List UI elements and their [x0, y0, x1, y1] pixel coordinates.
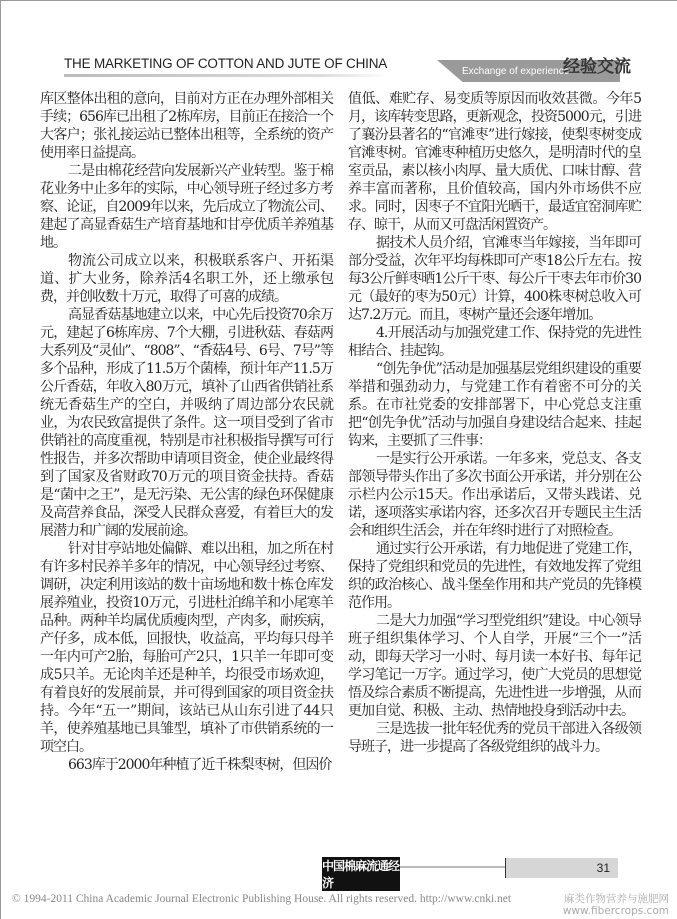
paragraph: 一是实行公开承诺。一年多来，党总支、各支部领导带头作出了多次书面公开承诺，并分别在公示栏内公示15天。作出承诺后，又带头践诺、兑诺，逐项落实承诺内容，还多次召开专题民主生活会和组织生活会，并在年终时进行了对照检查。: [348, 451, 641, 539]
paragraph: “创先争优”活动是加强基层党组织建设的重要举措和强劲动力，与党建工作有着密不可分的关系。在市社党委的安排部署下，中心党总支注重把“创先争优”活动与加强自身建设结合起来、挂起钩来，主要抓了三件事：: [348, 361, 641, 449]
header-underline: [64, 74, 389, 77]
paragraph: 三是选拔一批年轻优秀的党员干部进入各级领导班子，进一步提高了各级党组织的战斗力。: [348, 721, 641, 755]
journal-logo: 中国棉麻流通经济: [322, 859, 400, 890]
copyright-notice: © 1994-2011 China Academic Journal Electronic Publishing House. All rights reserved. http://www.cnki.net: [12, 893, 512, 905]
watermark-url: www.fibercrops.com: [562, 905, 669, 917]
paragraph: 通过实行公开承诺，有力地促进了党建工作，保持了党组织和党员的先进性，有效地发挥了党组织的政治核心、战斗堡垒作用和共产党员的先锋模范作用。: [348, 541, 641, 611]
footer-rule: [400, 866, 506, 868]
paragraph: 二是由棉花经营向发展新兴产业转型。鉴于棉花业务中止多年的实际，中心领导班子经过多方考察、论证，自2009年以来，先后成立了物流公司、建起了高显香菇生产培育基地和甘亭优质羊养殖基地。: [40, 163, 333, 251]
paragraph: 据技术人员介绍，官滩枣当年嫁接，当年即可部分受益，次年平均每株即可产枣18公斤左右。按每3公斤鲜枣晒1公斤干枣、每公斤干枣去年市价30元（最好的枣为50元）计算，400株枣树总收入可达7.2万元。而且，枣树产量还会逐年增加。: [348, 235, 641, 323]
paragraph: 663库于2000年种植了近千株梨枣树，但因价: [68, 757, 332, 773]
paragraph: 物流公司成立以来，积极联系客户、开拓渠道、扩大业务，除养活4名职工外，还上缴承包费，并创收数十万元，取得了可喜的成绩。: [40, 253, 333, 305]
left-column: [40, 90, 333, 774]
right-column: [348, 90, 641, 756]
paragraph: 针对甘亭站地处偏僻、难以出租，加之所在村有许多村民养羊多年的情况，中心领导经过考察、调研，决定利用该站的数十亩场地和数十栋仓库发展养殖业，投资10万元，引进杜泊绵羊和小尾寒羊品种。两种羊均属优质瘦肉型，产肉多，耐疾病，产仔多，成本低，回报快，收益高，平均每只母羊一年内可产2胎，每胎可产2只，1只羊一年即可变成5只羊。无论肉羊还是种羊，均很受市场欢迎，有着良好的发展前景，并可得到国家的项目资金扶持。今年“五一”期间，该站已从山东引进了44只羊，使养殖基地已具雏型，填补了市供销系统的一项空白。: [40, 541, 333, 755]
watermark-cn: 麻类作物营养与施肥网: [564, 893, 669, 905]
paragraph: 二是大力加强“学习型党组织”建设。中心领导班子组织集体学习、个人自学，开展“三个一”活动，即每天学习一小时、每月读一本好书、每年记学习笔记一万字。通过学习，使广大党员的思想觉悟及综合素质不断提高，先进性进一步增强，从而更加自觉、积极、主动、热情地投身到活动中去。: [348, 613, 641, 719]
section-label-en: Exchange of experience: [462, 66, 570, 77]
journal-title: THE MARKETING OF COTTON AND JUTE OF CHINA: [64, 56, 388, 71]
paragraph: 值低、难贮存、易变质等原因而收效甚微。今年5月，该库转变思路，更新观念，投资5000元，引进了襄汾县著名的“官滩枣”进行嫁接，使梨枣树变成官滩枣树。官滩枣种植历史悠久，是明清时代的皇室贡品，素以核小肉厚、量大质优、口味甘醇、营养丰富而著称，且价值较高，国内外市场供不应求。同时，因枣子不宜阳光晒干，最适宜窑洞库贮存、晾干，从而又可盘活闲置资产。: [348, 91, 641, 233]
paragraph: 高显香菇基地建立以来，中心先后投资70余万元，建起了6栋库房、7个大棚，引进秋菇、春菇两大系列及“灵仙”、“808”、“香菇4号、6号、7号”等多个品种，形成了11.5万个菌棒，预计年产11.5万公斤香菇，年收入80万元，填补了山西省供销社系统无香菇生产的空白，并吸纳了周边部分农民就业，为农民致富提供了条件。这一项目受到了省市供销社的高度重视，特别是市社积极指导撰写可行性报告，并多次帮助申请项目资金，使企业最终得到了国家及省财政70万元的项目资金扶持。香菇是“菌中之王”，是无污染、无公害的绿色环保健康及高营养食品，深受人民群众喜爱，有着巨大的发展潜力和广阔的发展前途。: [40, 307, 333, 539]
page-number: 31: [506, 858, 618, 878]
section-label-cn: 经验交流: [563, 57, 631, 77]
section-heading: 4.开展活动与加强党建工作、保持党的先进性相结合、挂起钩。: [348, 325, 641, 359]
watermark: [563, 893, 669, 917]
paragraph: 库区整体出租的意向，目前对方正在办理外部相关手续；656库已出租了2栋库房，目前正在接洽一个大客户；张礼接运站已整体出租等，全系统的资产使用率日益提高。: [40, 91, 333, 161]
